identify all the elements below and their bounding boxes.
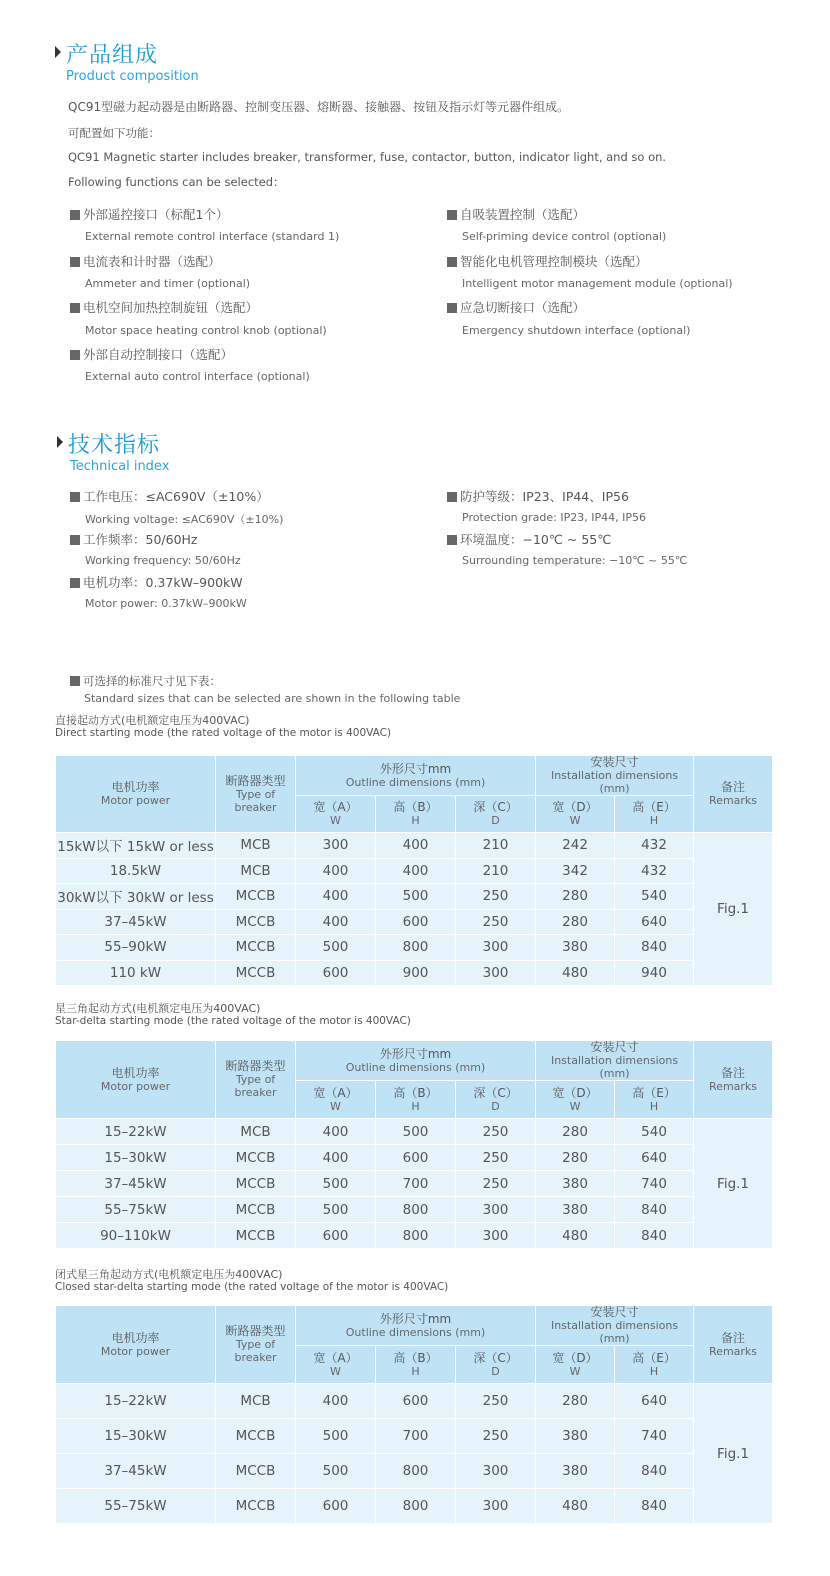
dimension-cell: 840 — [615, 1454, 694, 1489]
feature-item-cn — [70, 487, 269, 505]
dimension-cell: 600 — [296, 1489, 376, 1524]
dimension-cell: 242 — [536, 833, 615, 859]
header-en: D — [491, 1099, 500, 1113]
header-en: Remarks — [709, 1344, 758, 1358]
table-caption-cn: 星三角起动方式(电机额定电压为400VAC) — [55, 1002, 261, 1015]
dimension-cell: 640 — [615, 909, 694, 935]
table-caption-cn: 闭式星三角起动方式(电机额定电压为400VAC) — [55, 1268, 283, 1281]
dimension-cell: 800 — [376, 1223, 456, 1249]
header-sub-dimension — [376, 796, 456, 833]
header-cn: 宽（A） — [313, 1085, 358, 1100]
dimension-cell: 480 — [536, 1223, 615, 1249]
header-remarks — [694, 1306, 773, 1384]
header-sub-dimension — [615, 796, 694, 833]
intro-cn: QC91型磁力起动器是由断路器、控制变压器、熔断器、接触器、按钮及指示灯等元器件组成。 — [68, 100, 570, 114]
motor-power-cell: 15–30kW — [56, 1145, 216, 1171]
breaker-cell: MCCB — [216, 1223, 296, 1249]
dimension-cell: 640 — [615, 1145, 694, 1171]
feature-item-cn — [70, 252, 221, 270]
dimension-cell: 600 — [376, 1145, 456, 1171]
bullet-square-icon — [70, 210, 80, 220]
header-sub-dimension — [536, 796, 615, 833]
header-cn: 高（E） — [632, 1350, 676, 1365]
header-en: H — [649, 1364, 659, 1378]
motor-power-cell: 30kW以下 30kW or less — [56, 884, 216, 910]
header-cn: 断路器类型 — [225, 1324, 286, 1338]
bullet-square-icon — [447, 303, 457, 313]
feature-label-cn: 外部遥控接口（标配1个） — [83, 207, 229, 222]
header-cn: 深（C） — [473, 1085, 518, 1100]
dimension-cell: 900 — [376, 960, 456, 986]
motor-power-cell: 18.5kW — [56, 858, 216, 884]
breaker-cell: MCCB — [216, 1145, 296, 1171]
dimension-cell: 250 — [456, 1145, 536, 1171]
header-motor-power — [56, 756, 216, 833]
header-cn: 宽（D） — [552, 800, 598, 814]
feature-label-cn: 工作电压：≤AC690V（±10%） — [83, 489, 269, 504]
table-caption-en: Star-delta starting mode (the rated voltage of the motor is 400VAC) — [55, 1015, 411, 1027]
feature-item-en: Protection grade: IP23, IP44, IP56 — [462, 510, 646, 524]
dimension-cell: 800 — [376, 1489, 456, 1524]
header-en: Motor power — [100, 1079, 171, 1093]
motor-power-cell: 15–22kW — [56, 1384, 216, 1419]
size-table — [55, 1305, 773, 1524]
header-en: W — [330, 814, 341, 827]
table-row — [56, 935, 773, 961]
header-sub-dimension — [296, 1346, 376, 1384]
breaker-cell: MCCB — [216, 884, 296, 910]
bullet-square-icon — [70, 350, 80, 360]
dimension-cell: 400 — [296, 909, 376, 935]
motor-power-cell: 55–75kW — [56, 1197, 216, 1223]
dimension-cell: 640 — [615, 1384, 694, 1419]
header-cn: 断路器类型 — [225, 773, 286, 788]
header-cn: 深（C） — [473, 800, 518, 814]
section-arrow-icon — [55, 46, 61, 58]
header-en: Type of breaker — [234, 1073, 277, 1099]
bullet-square-icon — [70, 492, 80, 502]
dimension-cell: 600 — [376, 909, 456, 935]
bullet-square-icon — [447, 257, 457, 267]
feature-label-cn: 工作频率：50/60Hz — [83, 532, 198, 547]
section-title-cn: 技术指标 — [68, 433, 161, 458]
feature-item-en: Intelligent motor management module (optional) — [462, 276, 733, 290]
header-cn: 备注 — [721, 780, 746, 794]
motor-power-cell: 90–110kW — [56, 1223, 216, 1249]
feature-item-en: Self-priming device control (optional) — [462, 230, 667, 244]
dimension-cell: 800 — [376, 1197, 456, 1223]
dimension-cell: 840 — [615, 1223, 694, 1249]
feature-item-cn — [447, 252, 648, 270]
header-en: Motor power — [100, 1344, 171, 1358]
bullet-square-icon — [70, 535, 80, 545]
bullet-square-icon — [70, 676, 80, 686]
dimension-cell: 250 — [456, 1419, 536, 1454]
breaker-cell: MCB — [216, 1384, 296, 1419]
header-en: H — [411, 814, 420, 827]
dimension-cell: 300 — [456, 960, 536, 986]
dimension-cell: 280 — [536, 1119, 615, 1145]
feature-item-en: External auto control interface (optional) — [85, 370, 310, 384]
dimension-cell: 540 — [615, 1119, 694, 1145]
section-title-cn: 产品组成 — [66, 43, 159, 68]
feature-label-cn: 自吸装置控制（选配） — [460, 207, 586, 222]
header-en: W — [569, 814, 581, 827]
section-title-en: Technical index — [70, 459, 170, 474]
header-cn: 高（E） — [632, 1085, 676, 1100]
sizes-note-cn: 可选择的标准尺寸见下表： — [70, 673, 221, 689]
bullet-square-icon — [70, 303, 80, 313]
feature-item-en: External remote control interface (standard 1) — [85, 230, 340, 244]
dimension-cell: 500 — [296, 1454, 376, 1489]
dimension-cell: 500 — [296, 935, 376, 961]
table-row — [56, 1454, 773, 1489]
motor-power-cell: 15–22kW — [56, 1119, 216, 1145]
header-cn: 外形尺寸mm — [379, 761, 452, 776]
header-cn: 备注 — [721, 1065, 746, 1080]
dimension-cell: 400 — [296, 884, 376, 910]
header-en: D — [491, 1364, 500, 1378]
breaker-cell: MCCB — [216, 1454, 296, 1489]
dimension-cell: 280 — [536, 1145, 615, 1171]
breaker-cell: MCCB — [216, 1419, 296, 1454]
table-row — [56, 1119, 773, 1145]
size-table — [55, 1040, 773, 1249]
motor-power-cell: 37–45kW — [56, 1454, 216, 1489]
feature-label-cn: 环境温度：−10℃ ~ 55℃ — [460, 532, 612, 547]
table-row — [56, 1489, 773, 1524]
feature-item-cn — [70, 530, 197, 548]
motor-power-cell: 37–45kW — [56, 909, 216, 935]
sizes-note-en: Standard sizes that can be selected are shown in the following table — [84, 692, 461, 705]
motor-power-cell: 15kW以下 15kW or less — [56, 833, 216, 859]
header-sub-dimension — [376, 1081, 456, 1119]
dimension-cell: 480 — [536, 1489, 615, 1524]
header-sub-dimension — [296, 1081, 376, 1119]
feature-item-en: Working voltage: ≤AC690V（±10%) — [85, 512, 284, 526]
feature-label-cn: 应急切断接口（选配） — [460, 300, 586, 316]
feature-item-cn — [447, 487, 629, 505]
header-installation-dimensions — [536, 1041, 694, 1081]
dimension-cell: 300 — [296, 833, 376, 859]
table-row — [56, 1197, 773, 1223]
header-cn: 高（B） — [393, 1085, 438, 1100]
feature-item-en: Working frequency: 50/60Hz — [85, 553, 241, 567]
header-motor-power — [56, 1306, 216, 1384]
remarks-cell: Fig.1 — [694, 1384, 773, 1524]
table-row — [56, 909, 773, 935]
header-en: H — [649, 814, 659, 827]
motor-power-cell: 55–90kW — [56, 935, 216, 961]
table-row — [56, 960, 773, 986]
bullet-square-icon — [70, 578, 80, 588]
dimension-cell: 800 — [376, 935, 456, 961]
header-outline-dimensions — [296, 756, 536, 796]
dimension-cell: 300 — [456, 1454, 536, 1489]
dimension-cell: 342 — [536, 858, 615, 884]
breaker-cell: MCCB — [216, 1171, 296, 1197]
dimension-cell: 300 — [456, 1223, 536, 1249]
header-cn: 宽（A） — [313, 1350, 358, 1365]
header-sub-dimension — [615, 1081, 694, 1119]
header-en: H — [411, 1099, 420, 1113]
feature-item-cn — [447, 298, 585, 316]
header-sub-dimension — [536, 1346, 615, 1384]
dimension-cell: 840 — [615, 935, 694, 961]
header-cn: 断路器类型 — [225, 1059, 286, 1073]
header-en: Motor power — [100, 794, 171, 807]
header-en: Outline dimensions (mm) — [345, 775, 486, 789]
dimension-cell: 400 — [296, 1145, 376, 1171]
feature-item-en: Ammeter and timer (optional) — [85, 276, 251, 290]
dimension-cell: 280 — [536, 909, 615, 935]
breaker-cell: MCCB — [216, 1489, 296, 1524]
table-row — [56, 1145, 773, 1171]
dimension-cell: 600 — [376, 1384, 456, 1419]
header-motor-power — [56, 1041, 216, 1119]
header-cn: 高（E） — [632, 800, 676, 814]
dimension-cell: 250 — [456, 1171, 536, 1197]
breaker-cell: MCCB — [216, 935, 296, 961]
motor-power-cell: 15–30kW — [56, 1419, 216, 1454]
dimension-cell: 740 — [615, 1419, 694, 1454]
feature-label-cn: 外部自动控制接口（选配） — [83, 346, 234, 362]
table-caption-en: Direct starting mode (the rated voltage of the motor is 400VAC) — [55, 727, 392, 739]
dimension-cell: 400 — [296, 1384, 376, 1419]
dimension-cell: 500 — [296, 1197, 376, 1223]
motor-power-cell: 37–45kW — [56, 1171, 216, 1197]
dimension-cell: 380 — [536, 1171, 615, 1197]
dimension-cell: 250 — [456, 1384, 536, 1419]
header-en: Type of breaker — [234, 1338, 277, 1364]
feature-label-cn: 电机功率：0.37kW–900kW — [83, 575, 243, 590]
header-sub-dimension — [456, 1346, 536, 1384]
feature-label-cn: 智能化电机管理控制模块（选配） — [460, 253, 648, 269]
header-sub-dimension — [296, 796, 376, 833]
header-en: D — [491, 814, 500, 827]
feature-label-cn: 防护等级：IP23、IP44、IP56 — [460, 489, 629, 504]
bullet-square-icon — [447, 492, 457, 502]
header-sub-dimension — [456, 796, 536, 833]
header-cn: 宽（D） — [552, 1085, 598, 1100]
header-cn: 电机功率 — [111, 1065, 160, 1080]
breaker-cell: MCCB — [216, 960, 296, 986]
feature-label-cn: 电流表和计时器（选配） — [83, 253, 221, 269]
dimension-cell: 400 — [296, 858, 376, 884]
remarks-cell: Fig.1 — [694, 1119, 773, 1249]
feature-item-cn — [447, 530, 611, 548]
dimension-cell: 432 — [615, 833, 694, 859]
feature-item-en: Emergency shutdown interface (optional) — [462, 323, 691, 337]
feature-item-cn — [70, 298, 258, 316]
header-en: W — [569, 1364, 581, 1378]
feature-item-cn — [70, 345, 233, 363]
header-cn: 电机功率 — [111, 1330, 160, 1345]
breaker-cell: MCB — [216, 1119, 296, 1145]
size-table — [55, 755, 773, 986]
header-en: Installation dimensions (mm) — [550, 769, 679, 795]
dimension-cell: 432 — [615, 858, 694, 884]
dimension-cell: 210 — [456, 833, 536, 859]
header-cn: 安装尺寸 — [590, 755, 639, 769]
dimension-cell: 400 — [376, 833, 456, 859]
dimension-cell: 840 — [615, 1489, 694, 1524]
header-row — [56, 1306, 773, 1346]
header-sub-dimension — [615, 1346, 694, 1384]
header-cn: 高（B） — [393, 1350, 438, 1365]
header-breaker-type — [216, 756, 296, 833]
header-sub-dimension — [376, 1346, 456, 1384]
remarks-cell: Fig.1 — [694, 833, 773, 986]
dimension-cell: 250 — [456, 909, 536, 935]
breaker-cell: MCB — [216, 833, 296, 859]
header-breaker-type — [216, 1306, 296, 1384]
header-en: W — [330, 1099, 341, 1113]
header-cn: 安装尺寸 — [590, 1040, 639, 1054]
table-row — [56, 833, 773, 859]
header-en: H — [649, 1099, 659, 1113]
table-row — [56, 1171, 773, 1197]
table-row — [56, 858, 773, 884]
header-sub-dimension — [456, 1081, 536, 1119]
feature-item-en: Surrounding temperature: −10℃ ~ 55℃ — [462, 553, 688, 567]
intro-en: QC91 Magnetic starter includes breaker, transformer, fuse, contactor, button, indicator light, and so on. — [68, 150, 667, 164]
dimension-cell: 380 — [536, 1197, 615, 1223]
header-cn: 深（C） — [473, 1350, 518, 1365]
header-en: Remarks — [709, 1079, 758, 1093]
header-sub-dimension — [536, 1081, 615, 1119]
dimension-cell: 500 — [376, 884, 456, 910]
config-cn: 可配置如下功能： — [68, 126, 160, 140]
table-row — [56, 884, 773, 910]
header-outline-dimensions — [296, 1041, 536, 1081]
dimension-cell: 700 — [376, 1419, 456, 1454]
header-cn: 安装尺寸 — [590, 1305, 639, 1319]
dimension-cell: 600 — [296, 1223, 376, 1249]
dimension-cell: 840 — [615, 1197, 694, 1223]
table-caption-cn: 直接起动方式(电机额定电压为400VAC) — [55, 714, 250, 727]
header-en: Outline dimensions (mm) — [345, 1325, 486, 1339]
breaker-cell: MCCB — [216, 1197, 296, 1223]
dimension-cell: 800 — [376, 1454, 456, 1489]
dimension-cell: 300 — [456, 935, 536, 961]
header-cn: 宽（A） — [313, 800, 358, 814]
header-row — [56, 756, 773, 796]
header-en: Remarks — [709, 794, 758, 807]
dimension-cell: 250 — [456, 884, 536, 910]
dimension-cell: 210 — [456, 858, 536, 884]
header-cn: 备注 — [721, 1330, 746, 1345]
header-installation-dimensions — [536, 1306, 694, 1346]
dimension-cell: 740 — [615, 1171, 694, 1197]
bullet-square-icon — [447, 535, 457, 545]
breaker-cell: MCB — [216, 858, 296, 884]
feature-item-cn — [447, 205, 585, 223]
table-row — [56, 1419, 773, 1454]
table-caption-en: Closed star-delta starting mode (the rated voltage of the motor is 400VAC) — [55, 1281, 449, 1293]
header-row — [56, 1041, 773, 1081]
header-cn: 宽（D） — [552, 1350, 598, 1365]
dimension-cell: 300 — [456, 1197, 536, 1223]
header-remarks — [694, 756, 773, 833]
dimension-cell: 500 — [376, 1119, 456, 1145]
feature-item-cn — [70, 205, 228, 223]
header-en: W — [569, 1099, 581, 1113]
breaker-cell: MCCB — [216, 909, 296, 935]
dimension-cell: 380 — [536, 1454, 615, 1489]
header-remarks — [694, 1041, 773, 1119]
dimension-cell: 480 — [536, 960, 615, 986]
feature-item-cn — [70, 573, 243, 591]
dimension-cell: 380 — [536, 935, 615, 961]
header-en: H — [411, 1364, 420, 1378]
header-cn: 电机功率 — [111, 780, 160, 794]
dimension-cell: 400 — [376, 858, 456, 884]
dimension-cell: 250 — [456, 1119, 536, 1145]
feature-label-cn: 电机空间加热控制旋钮（选配） — [83, 300, 259, 316]
feature-item-en: Motor space heating control knob (optional) — [85, 323, 327, 337]
header-installation-dimensions — [536, 756, 694, 796]
motor-power-cell: 55–75kW — [56, 1489, 216, 1524]
dimension-cell: 500 — [296, 1171, 376, 1197]
header-en: Outline dimensions (mm) — [345, 1060, 486, 1074]
header-cn: 高（B） — [393, 800, 438, 814]
dimension-cell: 280 — [536, 1384, 615, 1419]
table-row — [56, 1223, 773, 1249]
header-cn: 外形尺寸mm — [379, 1311, 452, 1326]
dimension-cell: 940 — [615, 960, 694, 986]
header-en: Installation dimensions (mm) — [550, 1054, 679, 1080]
header-breaker-type — [216, 1041, 296, 1119]
dimension-cell: 540 — [615, 884, 694, 910]
config-en: Following functions can be selected： — [68, 175, 285, 189]
dimension-cell: 600 — [296, 960, 376, 986]
header-en: Type of breaker — [234, 787, 277, 814]
section-arrow-icon — [57, 436, 63, 448]
dimension-cell: 500 — [296, 1419, 376, 1454]
header-en: Installation dimensions (mm) — [550, 1319, 679, 1345]
bullet-square-icon — [70, 257, 80, 267]
bullet-square-icon — [447, 210, 457, 220]
header-en: W — [330, 1364, 341, 1378]
dimension-cell: 400 — [296, 1119, 376, 1145]
dimension-cell: 280 — [536, 884, 615, 910]
section-title-en: Product composition — [66, 69, 199, 84]
dimension-cell: 300 — [456, 1489, 536, 1524]
dimension-cell: 380 — [536, 1419, 615, 1454]
motor-power-cell: 110 kW — [56, 960, 216, 986]
table-row — [56, 1384, 773, 1419]
header-outline-dimensions — [296, 1306, 536, 1346]
feature-item-en: Motor power: 0.37kW–900kW — [85, 596, 247, 610]
dimension-cell: 700 — [376, 1171, 456, 1197]
header-cn: 外形尺寸mm — [379, 1046, 452, 1061]
